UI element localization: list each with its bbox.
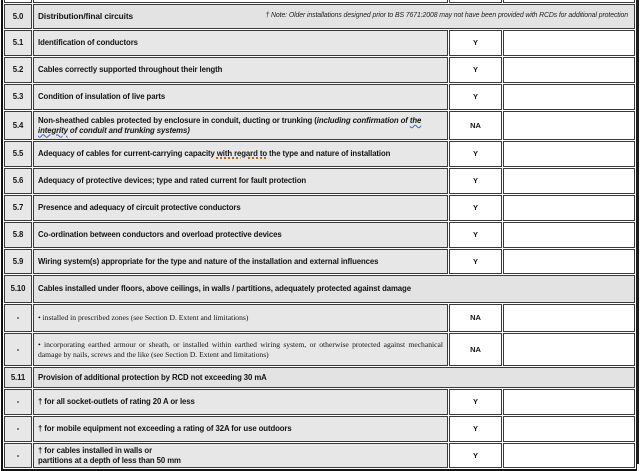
partial-cell bbox=[33, 0, 448, 3]
table-row-5-11-a bbox=[4, 389, 635, 415]
outcome-cell[interactable]: Y bbox=[449, 249, 502, 274]
item-number: - bbox=[4, 333, 32, 366]
description-text-italic: of conduit and trunking systems) bbox=[67, 125, 190, 135]
item-description: Wiring system(s) appropriate for the type and nature of the installation and external influences bbox=[33, 249, 448, 274]
table-row-partial-top bbox=[4, 0, 635, 3]
notes-cell[interactable] bbox=[503, 443, 635, 468]
item-number: 5.11 bbox=[4, 367, 32, 388]
item-number: - bbox=[4, 389, 32, 415]
item-description: Co-ordination between conductors and overload protective devices bbox=[33, 222, 448, 248]
item-description bbox=[33, 141, 448, 167]
description-text: Non-sheathed cables protected by enclosure in conduit, ducting or trunking ( bbox=[38, 115, 317, 125]
section-title: Distribution/final circuits bbox=[38, 11, 134, 22]
item-number: 5.2 bbox=[4, 57, 32, 83]
section-header-cell: Cables installed under floors, above ceilings, in walls / partitions, adequately protected against damage bbox=[33, 275, 635, 303]
table-row-5-3 bbox=[4, 84, 635, 110]
item-description: • incorporating earthed armour or sheath, or installed within earthed wiring system, or otherwise protected against mechanical damage by nails, screws and the like (see Section D. Extent and limitations) bbox=[33, 333, 448, 366]
section-header-cell bbox=[33, 4, 635, 29]
item-number: 5.9 bbox=[4, 249, 32, 274]
table-row-section-5-11 bbox=[4, 367, 635, 388]
outcome-cell[interactable]: Y bbox=[449, 141, 502, 167]
item-number: 5.0 bbox=[4, 4, 32, 29]
item-number: 5.7 bbox=[4, 195, 32, 221]
inspection-checklist-table bbox=[1, 0, 637, 471]
item-number: 5.3 bbox=[4, 84, 32, 110]
table-row-5-10-a bbox=[4, 304, 635, 332]
partial-cell bbox=[449, 0, 502, 3]
notes-cell[interactable] bbox=[503, 416, 635, 442]
table-row-5-9 bbox=[4, 249, 635, 274]
item-description: † for mobile equipment not exceeding a rating of 32A for use outdoors bbox=[33, 416, 448, 442]
item-number: - bbox=[4, 416, 32, 442]
table-row-5-11-c bbox=[4, 443, 635, 468]
partial-cell bbox=[4, 0, 32, 3]
notes-cell[interactable] bbox=[503, 141, 635, 167]
notes-cell[interactable] bbox=[503, 304, 635, 332]
grammar-flagged-text: the integrity bbox=[38, 115, 422, 135]
table-row-5-10-b bbox=[4, 333, 635, 366]
item-description: Adequacy of protective devices; type and rated current for fault protection bbox=[33, 168, 448, 194]
outcome-cell[interactable]: Y bbox=[449, 168, 502, 194]
item-description: † for all socket-outlets of rating 20 A or less bbox=[33, 389, 448, 415]
item-number: 5.6 bbox=[4, 168, 32, 194]
grammar-flagged-text: with regard to bbox=[216, 149, 267, 159]
item-number: 5.5 bbox=[4, 141, 32, 167]
table-row-5-1 bbox=[4, 30, 635, 56]
table-row-5-8 bbox=[4, 222, 635, 248]
outcome-cell[interactable]: Y bbox=[449, 222, 502, 248]
notes-cell[interactable] bbox=[503, 222, 635, 248]
item-number: - bbox=[4, 443, 32, 468]
table-row-5-7 bbox=[4, 195, 635, 221]
item-number: 5.8 bbox=[4, 222, 32, 248]
item-number: 5.10 bbox=[4, 275, 32, 303]
item-number: 5.4 bbox=[4, 111, 32, 140]
notes-cell[interactable] bbox=[503, 389, 635, 415]
description-line-2: partitions at a depth of less than 50 mm bbox=[38, 455, 181, 465]
outcome-cell[interactable]: Y bbox=[449, 57, 502, 83]
notes-cell[interactable] bbox=[503, 111, 635, 140]
description-line-1: † for cables installed in walls or bbox=[38, 445, 153, 455]
notes-cell[interactable] bbox=[503, 57, 635, 83]
notes-cell[interactable] bbox=[503, 168, 635, 194]
item-description: • installed in prescribed zones (see Section D. Extent and limitations) bbox=[33, 304, 448, 332]
table-row-5-2 bbox=[4, 57, 635, 83]
notes-cell[interactable] bbox=[503, 195, 635, 221]
outcome-cell[interactable]: NA bbox=[449, 111, 502, 140]
outcome-cell[interactable]: Y bbox=[449, 195, 502, 221]
table-row-section-5-0 bbox=[4, 4, 635, 29]
outcome-cell[interactable]: Y bbox=[449, 30, 502, 56]
notes-cell[interactable] bbox=[503, 333, 635, 366]
item-description: Presence and adequacy of circuit protective conductors bbox=[33, 195, 448, 221]
table-row-5-5 bbox=[4, 141, 635, 167]
item-number: 5.1 bbox=[4, 30, 32, 56]
item-description bbox=[33, 443, 448, 468]
table-row-5-11-b bbox=[4, 416, 635, 442]
table-row-section-5-10 bbox=[4, 275, 635, 303]
notes-cell[interactable] bbox=[503, 249, 635, 274]
outcome-cell[interactable]: Y bbox=[449, 84, 502, 110]
item-description: Condition of insulation of live parts bbox=[33, 84, 448, 110]
item-number: - bbox=[4, 304, 32, 332]
outcome-cell[interactable]: Y bbox=[449, 389, 502, 415]
outcome-cell[interactable]: Y bbox=[449, 416, 502, 442]
section-header-cell: Provision of additional protection by RCD not exceeding 30 mA bbox=[33, 367, 635, 388]
description-text: the type and nature of installation bbox=[266, 149, 391, 159]
table-row-5-6 bbox=[4, 168, 635, 194]
item-description: Cables correctly supported throughout their length bbox=[33, 57, 448, 83]
outcome-cell[interactable]: NA bbox=[449, 333, 502, 366]
item-description: Identification of conductors bbox=[33, 30, 448, 56]
section-note: † Note: Older installations designed prior to BS 7671:2008 may not have been provided with RCDs for additional protection bbox=[265, 12, 628, 20]
notes-cell[interactable] bbox=[503, 30, 635, 56]
item-description bbox=[33, 111, 448, 140]
table-row-5-4 bbox=[4, 111, 635, 140]
page-edge-border bbox=[636, 0, 639, 464]
description-text-italic: including confirmation of bbox=[316, 115, 410, 125]
partial-cell bbox=[503, 0, 635, 3]
notes-cell[interactable] bbox=[503, 84, 635, 110]
description-text: Adequacy of cables for current-carrying capacity bbox=[38, 149, 217, 159]
outcome-cell[interactable]: Y bbox=[449, 443, 502, 468]
outcome-cell[interactable]: NA bbox=[449, 304, 502, 332]
